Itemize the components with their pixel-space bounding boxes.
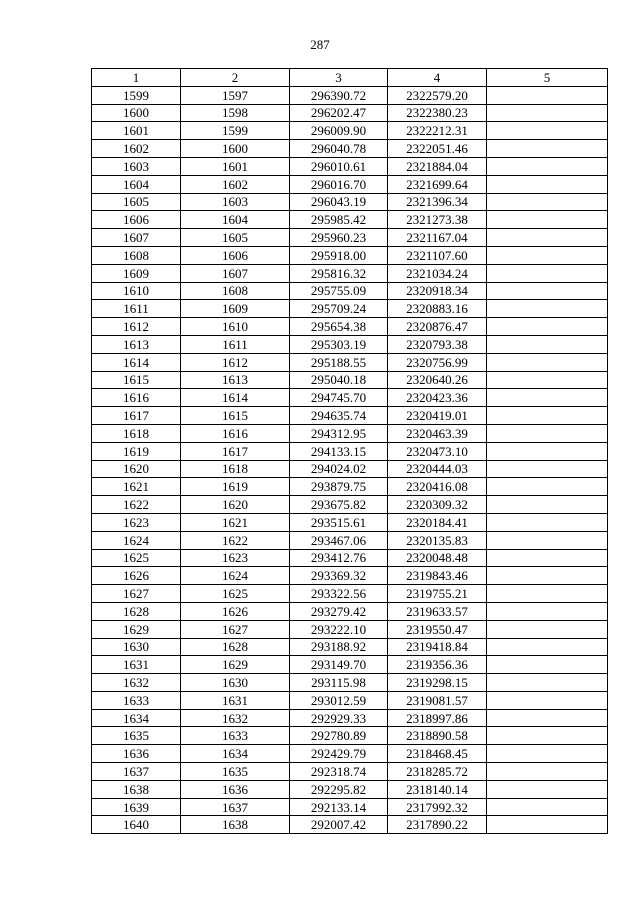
table-row xyxy=(92,745,608,763)
table-cell: 1609 xyxy=(92,264,181,282)
table-cell: 295918.00 xyxy=(290,246,388,264)
table-cell: 1629 xyxy=(92,620,181,638)
table-cell: 1617 xyxy=(181,442,290,460)
table-cell: 2321396.34 xyxy=(388,193,487,211)
table-cell xyxy=(487,122,608,140)
table-cell: 292295.82 xyxy=(290,780,388,798)
column-header: 3 xyxy=(290,69,388,87)
table-cell: 1603 xyxy=(92,157,181,175)
table-cell: 2319755.21 xyxy=(388,585,487,603)
table-row xyxy=(92,264,608,282)
table-row xyxy=(92,211,608,229)
table-cell: 1599 xyxy=(181,122,290,140)
table-cell: 2321273.38 xyxy=(388,211,487,229)
table-cell: 1607 xyxy=(181,264,290,282)
table-row xyxy=(92,585,608,603)
table-cell xyxy=(487,157,608,175)
table-cell: 296390.72 xyxy=(290,86,388,104)
table-cell: 296040.78 xyxy=(290,140,388,158)
table-cell: 2320444.03 xyxy=(388,460,487,478)
table-row xyxy=(92,674,608,692)
table-cell xyxy=(487,513,608,531)
table-cell: 2320419.01 xyxy=(388,407,487,425)
table-cell: 293322.56 xyxy=(290,585,388,603)
table-cell: 2320876.47 xyxy=(388,318,487,336)
table-cell xyxy=(487,246,608,264)
table-cell: 294745.70 xyxy=(290,389,388,407)
table-cell xyxy=(487,478,608,496)
table-row xyxy=(92,567,608,585)
table-cell: 1632 xyxy=(181,709,290,727)
table-cell: 292318.74 xyxy=(290,763,388,781)
table-cell: 1602 xyxy=(92,140,181,158)
table-cell xyxy=(487,709,608,727)
table-row xyxy=(92,175,608,193)
table-cell: 2322579.20 xyxy=(388,86,487,104)
table-cell: 295654.38 xyxy=(290,318,388,336)
table-cell xyxy=(487,763,608,781)
table-cell: 1609 xyxy=(181,300,290,318)
table-cell: 1628 xyxy=(181,638,290,656)
table-body xyxy=(92,86,608,833)
table-cell xyxy=(487,585,608,603)
table-cell: 1611 xyxy=(181,335,290,353)
table-cell: 2318468.45 xyxy=(388,745,487,763)
table-cell: 1604 xyxy=(181,211,290,229)
table-cell: 1615 xyxy=(181,407,290,425)
table-cell: 2319356.36 xyxy=(388,656,487,674)
table-row xyxy=(92,549,608,567)
table-cell: 1621 xyxy=(181,513,290,531)
table-cell xyxy=(487,318,608,336)
table-row xyxy=(92,86,608,104)
table-cell xyxy=(487,798,608,816)
table-cell xyxy=(487,264,608,282)
table-cell: 295188.55 xyxy=(290,353,388,371)
table-cell: 293115.98 xyxy=(290,674,388,692)
table-cell: 2321699.64 xyxy=(388,175,487,193)
table-cell: 1624 xyxy=(181,567,290,585)
table-cell: 1605 xyxy=(181,229,290,247)
table-cell: 1624 xyxy=(92,531,181,549)
table-cell xyxy=(487,442,608,460)
table-row xyxy=(92,140,608,158)
table-row xyxy=(92,229,608,247)
column-header: 5 xyxy=(487,69,608,87)
page-number: 287 xyxy=(310,37,330,52)
table-cell: 2320135.83 xyxy=(388,531,487,549)
table-cell: 2321167.04 xyxy=(388,229,487,247)
table-cell: 2319298.15 xyxy=(388,674,487,692)
table-cell: 1623 xyxy=(181,549,290,567)
table-cell: 1630 xyxy=(181,674,290,692)
column-header: 4 xyxy=(388,69,487,87)
table-cell: 296202.47 xyxy=(290,104,388,122)
table-cell: 1615 xyxy=(92,371,181,389)
table-cell: 1619 xyxy=(92,442,181,460)
table-cell xyxy=(487,638,608,656)
table-cell: 295709.24 xyxy=(290,300,388,318)
table-row xyxy=(92,407,608,425)
table-cell: 1627 xyxy=(181,620,290,638)
table-cell: 294133.15 xyxy=(290,442,388,460)
table-cell: 2320423.36 xyxy=(388,389,487,407)
table-cell: 1620 xyxy=(181,496,290,514)
table-cell: 2317992.32 xyxy=(388,798,487,816)
table-row xyxy=(92,496,608,514)
table-cell: 1640 xyxy=(92,816,181,834)
table-cell: 2318890.58 xyxy=(388,727,487,745)
table-cell: 2321034.24 xyxy=(388,264,487,282)
table-cell xyxy=(487,424,608,442)
table-row xyxy=(92,478,608,496)
table-cell: 1617 xyxy=(92,407,181,425)
table-cell xyxy=(487,104,608,122)
table-cell xyxy=(487,371,608,389)
table-cell xyxy=(487,674,608,692)
table-row xyxy=(92,798,608,816)
table-cell: 1620 xyxy=(92,460,181,478)
table-cell: 1636 xyxy=(92,745,181,763)
table-row xyxy=(92,193,608,211)
table-cell: 1606 xyxy=(92,211,181,229)
table-cell: 1625 xyxy=(92,549,181,567)
table-cell: 1631 xyxy=(181,691,290,709)
table-cell: 2320883.16 xyxy=(388,300,487,318)
table-cell: 1600 xyxy=(92,104,181,122)
table-row xyxy=(92,780,608,798)
table-row xyxy=(92,246,608,264)
column-header: 2 xyxy=(181,69,290,87)
table-cell: 1628 xyxy=(92,602,181,620)
table-cell: 1635 xyxy=(181,763,290,781)
table-row xyxy=(92,513,608,531)
table-cell: 2319843.46 xyxy=(388,567,487,585)
table-cell xyxy=(487,140,608,158)
table-cell: 1597 xyxy=(181,86,290,104)
table-cell: 1631 xyxy=(92,656,181,674)
table-cell: 2319633.57 xyxy=(388,602,487,620)
table-cell: 1604 xyxy=(92,175,181,193)
table-cell: 1603 xyxy=(181,193,290,211)
table-row xyxy=(92,353,608,371)
table-cell: 294024.02 xyxy=(290,460,388,478)
table-cell: 2320416.08 xyxy=(388,478,487,496)
table-cell: 1637 xyxy=(92,763,181,781)
table-cell: 296016.70 xyxy=(290,175,388,193)
table-cell xyxy=(487,193,608,211)
table-cell xyxy=(487,282,608,300)
table-cell: 2320048.48 xyxy=(388,549,487,567)
table-row xyxy=(92,620,608,638)
table-cell: 1616 xyxy=(181,424,290,442)
column-header: 1 xyxy=(92,69,181,87)
table-cell: 293879.75 xyxy=(290,478,388,496)
table-cell: 1622 xyxy=(92,496,181,514)
table-cell: 1637 xyxy=(181,798,290,816)
table-cell: 1622 xyxy=(181,531,290,549)
table-cell xyxy=(487,691,608,709)
table-cell: 293149.70 xyxy=(290,656,388,674)
table-cell: 293515.61 xyxy=(290,513,388,531)
table-cell: 2319418.84 xyxy=(388,638,487,656)
table-cell: 1632 xyxy=(92,674,181,692)
table-cell xyxy=(487,353,608,371)
table-cell: 2319550.47 xyxy=(388,620,487,638)
table-header-row xyxy=(92,69,608,87)
table-cell: 1614 xyxy=(181,389,290,407)
table-cell: 2322212.31 xyxy=(388,122,487,140)
table-cell: 294312.95 xyxy=(290,424,388,442)
table-cell: 1621 xyxy=(92,478,181,496)
table-cell: 1638 xyxy=(92,780,181,798)
table-row xyxy=(92,531,608,549)
table-cell: 2320309.32 xyxy=(388,496,487,514)
table-cell: 1611 xyxy=(92,300,181,318)
table-cell: 1616 xyxy=(92,389,181,407)
table-cell xyxy=(487,567,608,585)
table-cell: 1636 xyxy=(181,780,290,798)
table-cell: 1618 xyxy=(181,460,290,478)
table-cell: 1606 xyxy=(181,246,290,264)
table-cell: 1639 xyxy=(92,798,181,816)
table-cell: 1601 xyxy=(92,122,181,140)
table-cell: 2320918.34 xyxy=(388,282,487,300)
table-cell: 1638 xyxy=(181,816,290,834)
table-row xyxy=(92,709,608,727)
table-cell: 293012.59 xyxy=(290,691,388,709)
table-cell xyxy=(487,727,608,745)
table-row xyxy=(92,602,608,620)
table-row xyxy=(92,727,608,745)
table-row xyxy=(92,424,608,442)
table-cell: 2320184.41 xyxy=(388,513,487,531)
table-cell: 1614 xyxy=(92,353,181,371)
table-row xyxy=(92,282,608,300)
table-cell: 2317890.22 xyxy=(388,816,487,834)
table-row xyxy=(92,335,608,353)
table-cell: 295040.18 xyxy=(290,371,388,389)
table-cell: 293675.82 xyxy=(290,496,388,514)
table-cell: 2320463.39 xyxy=(388,424,487,442)
table-cell: 296043.19 xyxy=(290,193,388,211)
table-cell xyxy=(487,211,608,229)
table-cell: 292780.89 xyxy=(290,727,388,745)
table-row xyxy=(92,371,608,389)
table-row xyxy=(92,122,608,140)
table-row xyxy=(92,763,608,781)
table-cell: 295755.09 xyxy=(290,282,388,300)
table-cell xyxy=(487,531,608,549)
table-cell: 295960.23 xyxy=(290,229,388,247)
table-cell: 293279.42 xyxy=(290,602,388,620)
table-cell: 2318285.72 xyxy=(388,763,487,781)
table-cell: 1634 xyxy=(92,709,181,727)
table-row xyxy=(92,691,608,709)
table-cell: 293369.32 xyxy=(290,567,388,585)
table-cell: 1633 xyxy=(92,691,181,709)
table-cell: 1618 xyxy=(92,424,181,442)
table-cell xyxy=(487,745,608,763)
table-cell: 1633 xyxy=(181,727,290,745)
table-cell: 1619 xyxy=(181,478,290,496)
table-cell: 2319081.57 xyxy=(388,691,487,709)
table-cell: 296010.61 xyxy=(290,157,388,175)
table-cell: 2318997.86 xyxy=(388,709,487,727)
table-cell: 1613 xyxy=(92,335,181,353)
table-row xyxy=(92,816,608,834)
table-cell: 1626 xyxy=(92,567,181,585)
table-row xyxy=(92,656,608,674)
table-cell xyxy=(487,780,608,798)
table-cell: 2320640.26 xyxy=(388,371,487,389)
table-row xyxy=(92,157,608,175)
table-cell: 1634 xyxy=(181,745,290,763)
table-row xyxy=(92,318,608,336)
table-cell: 1605 xyxy=(92,193,181,211)
table-cell: 1612 xyxy=(92,318,181,336)
table-cell: 1613 xyxy=(181,371,290,389)
table-cell: 2321107.60 xyxy=(388,246,487,264)
table-cell: 295303.19 xyxy=(290,335,388,353)
table-cell: 1610 xyxy=(181,318,290,336)
table-cell: 1629 xyxy=(181,656,290,674)
table-cell xyxy=(487,335,608,353)
table-row xyxy=(92,389,608,407)
table-cell xyxy=(487,602,608,620)
table-cell: 292929.33 xyxy=(290,709,388,727)
table-cell: 292007.42 xyxy=(290,816,388,834)
table-cell xyxy=(487,407,608,425)
table-cell: 2320756.99 xyxy=(388,353,487,371)
table-cell: 2320793.38 xyxy=(388,335,487,353)
table-row xyxy=(92,104,608,122)
table-cell: 293412.76 xyxy=(290,549,388,567)
table-cell: 2320473.10 xyxy=(388,442,487,460)
table-cell xyxy=(487,816,608,834)
table-cell: 1608 xyxy=(181,282,290,300)
table-cell xyxy=(487,300,608,318)
table-row xyxy=(92,442,608,460)
table-cell: 1608 xyxy=(92,246,181,264)
table-cell: 1612 xyxy=(181,353,290,371)
table-cell xyxy=(487,86,608,104)
table-cell xyxy=(487,389,608,407)
table-cell: 1630 xyxy=(92,638,181,656)
table-cell: 292133.14 xyxy=(290,798,388,816)
table-cell xyxy=(487,549,608,567)
coordinates-table xyxy=(91,68,608,834)
table-cell: 293222.10 xyxy=(290,620,388,638)
table-cell: 1602 xyxy=(181,175,290,193)
table-cell: 1625 xyxy=(181,585,290,603)
table-cell: 1600 xyxy=(181,140,290,158)
table-cell: 1627 xyxy=(92,585,181,603)
table-row xyxy=(92,638,608,656)
table-cell: 1599 xyxy=(92,86,181,104)
table-cell: 2318140.14 xyxy=(388,780,487,798)
table-cell: 292429.79 xyxy=(290,745,388,763)
table-cell xyxy=(487,229,608,247)
table-cell: 1607 xyxy=(92,229,181,247)
table-cell: 293188.92 xyxy=(290,638,388,656)
table-cell: 295816.32 xyxy=(290,264,388,282)
table-cell: 1601 xyxy=(181,157,290,175)
table-cell xyxy=(487,175,608,193)
table-cell xyxy=(487,496,608,514)
table-row xyxy=(92,300,608,318)
table-cell: 1626 xyxy=(181,602,290,620)
table-cell xyxy=(487,620,608,638)
table-row xyxy=(92,460,608,478)
table-cell: 1598 xyxy=(181,104,290,122)
table-cell: 294635.74 xyxy=(290,407,388,425)
table-cell: 296009.90 xyxy=(290,122,388,140)
table-cell: 295985.42 xyxy=(290,211,388,229)
table-cell xyxy=(487,460,608,478)
table-cell: 293467.06 xyxy=(290,531,388,549)
table-cell: 1635 xyxy=(92,727,181,745)
table-cell: 2322051.46 xyxy=(388,140,487,158)
table-cell xyxy=(487,656,608,674)
table-cell: 2321884.04 xyxy=(388,157,487,175)
table-cell: 1610 xyxy=(92,282,181,300)
table-cell: 1623 xyxy=(92,513,181,531)
table-cell: 2322380.23 xyxy=(388,104,487,122)
